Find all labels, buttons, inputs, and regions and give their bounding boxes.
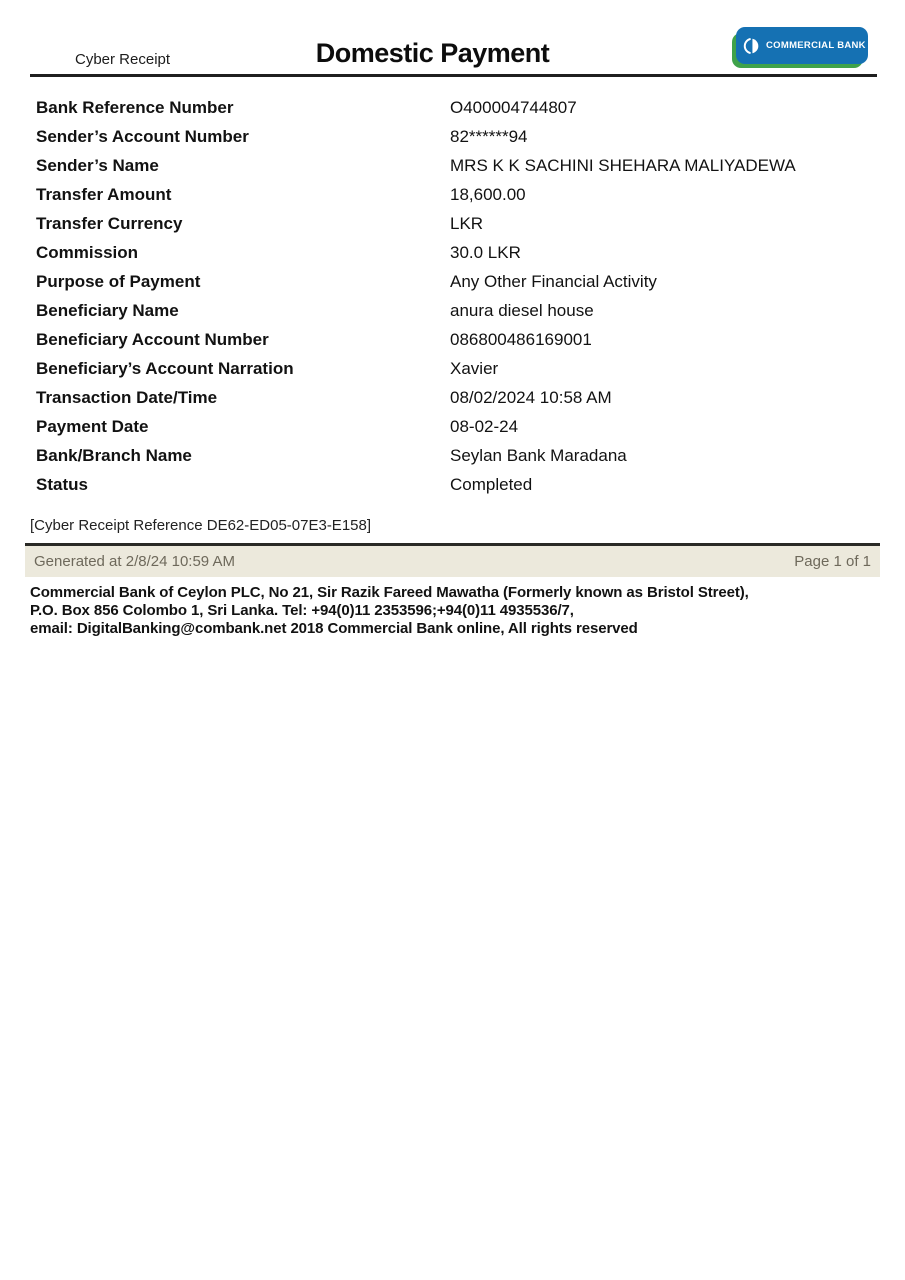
field-row — [36, 93, 875, 122]
field-value: 18,600.00 — [450, 184, 526, 204]
field-value: O400004744807 — [450, 97, 577, 117]
page-indicator: Page 1 of 1 — [794, 553, 871, 570]
field-value: MRS K K SACHINI SHEHARA MALIYADEWA — [450, 155, 796, 175]
bank-name-label: COMMERCIAL BANK — [766, 40, 866, 51]
page-title: Domestic Payment — [315, 38, 550, 68]
header-divider — [30, 74, 877, 77]
field-value: Completed — [450, 474, 533, 494]
field-label: Bank Reference Number — [36, 97, 234, 117]
field-label: Beneficiary’s Account Narration — [36, 358, 294, 378]
field-label: Sender’s Account Number — [36, 126, 249, 146]
field-value: 30.0 LKR — [450, 242, 521, 262]
bank-footer — [30, 584, 749, 638]
field-label: Transaction Date/Time — [36, 387, 218, 407]
field-label: Sender’s Name — [36, 155, 159, 175]
logo-blue-plate — [736, 27, 868, 64]
field-value: 82******94 — [450, 126, 528, 146]
field-label: Bank/Branch Name — [36, 445, 192, 465]
field-value: anura diesel house — [450, 300, 594, 320]
field-row — [36, 441, 875, 470]
field-label: Beneficiary Name — [36, 300, 179, 320]
field-label: Payment Date — [36, 416, 149, 436]
field-row — [36, 151, 875, 180]
generated-bar — [25, 546, 880, 577]
receipt-reference-note: [Cyber Receipt Reference DE62-ED05-07E3-E158] — [30, 517, 372, 534]
field-label: Beneficiary Account Number — [36, 329, 269, 349]
field-row — [36, 354, 875, 383]
field-value: Any Other Financial Activity — [450, 271, 657, 291]
field-label: Status — [36, 474, 88, 494]
field-label: Purpose of Payment — [36, 271, 201, 291]
commercial-bank-logo — [736, 27, 868, 69]
footer-line: email: DigitalBanking@combank.net 2018 Commercial Bank online, All rights reserved — [30, 620, 638, 637]
field-value: LKR — [450, 213, 484, 233]
footer-line: Commercial Bank of Ceylon PLC, No 21, Sir Razik Fareed Mawatha (Formerly known as Bristol Street), — [30, 584, 749, 601]
generated-timestamp: Generated at 2/8/24 10:59 AM — [34, 553, 235, 570]
field-row — [36, 470, 875, 499]
field-row — [36, 267, 875, 296]
footer-line: P.O. Box 856 Colombo 1, Sri Lanka. Tel: +94(0)11 2353596;+94(0)11 4935536/7, — [30, 602, 574, 619]
receipt-type-label: Cyber Receipt — [75, 51, 171, 68]
field-row — [36, 412, 875, 441]
field-value: Seylan Bank Maradana — [450, 445, 627, 465]
field-row — [36, 122, 875, 151]
field-value: 08-02-24 — [450, 416, 519, 436]
field-row — [36, 296, 875, 325]
field-value: 08/02/2024 10:58 AM — [450, 387, 612, 407]
field-label: Commission — [36, 242, 139, 262]
field-row — [36, 209, 875, 238]
field-value: Xavier — [450, 358, 499, 378]
field-label: Transfer Currency — [36, 213, 183, 233]
field-label: Transfer Amount — [36, 184, 172, 204]
field-row — [36, 180, 875, 209]
field-row — [36, 238, 875, 267]
fields-table — [36, 93, 875, 499]
bank-coin-icon — [743, 37, 761, 55]
field-row — [36, 325, 875, 354]
field-row — [36, 383, 875, 412]
field-value: 086800486169001 — [450, 329, 592, 349]
